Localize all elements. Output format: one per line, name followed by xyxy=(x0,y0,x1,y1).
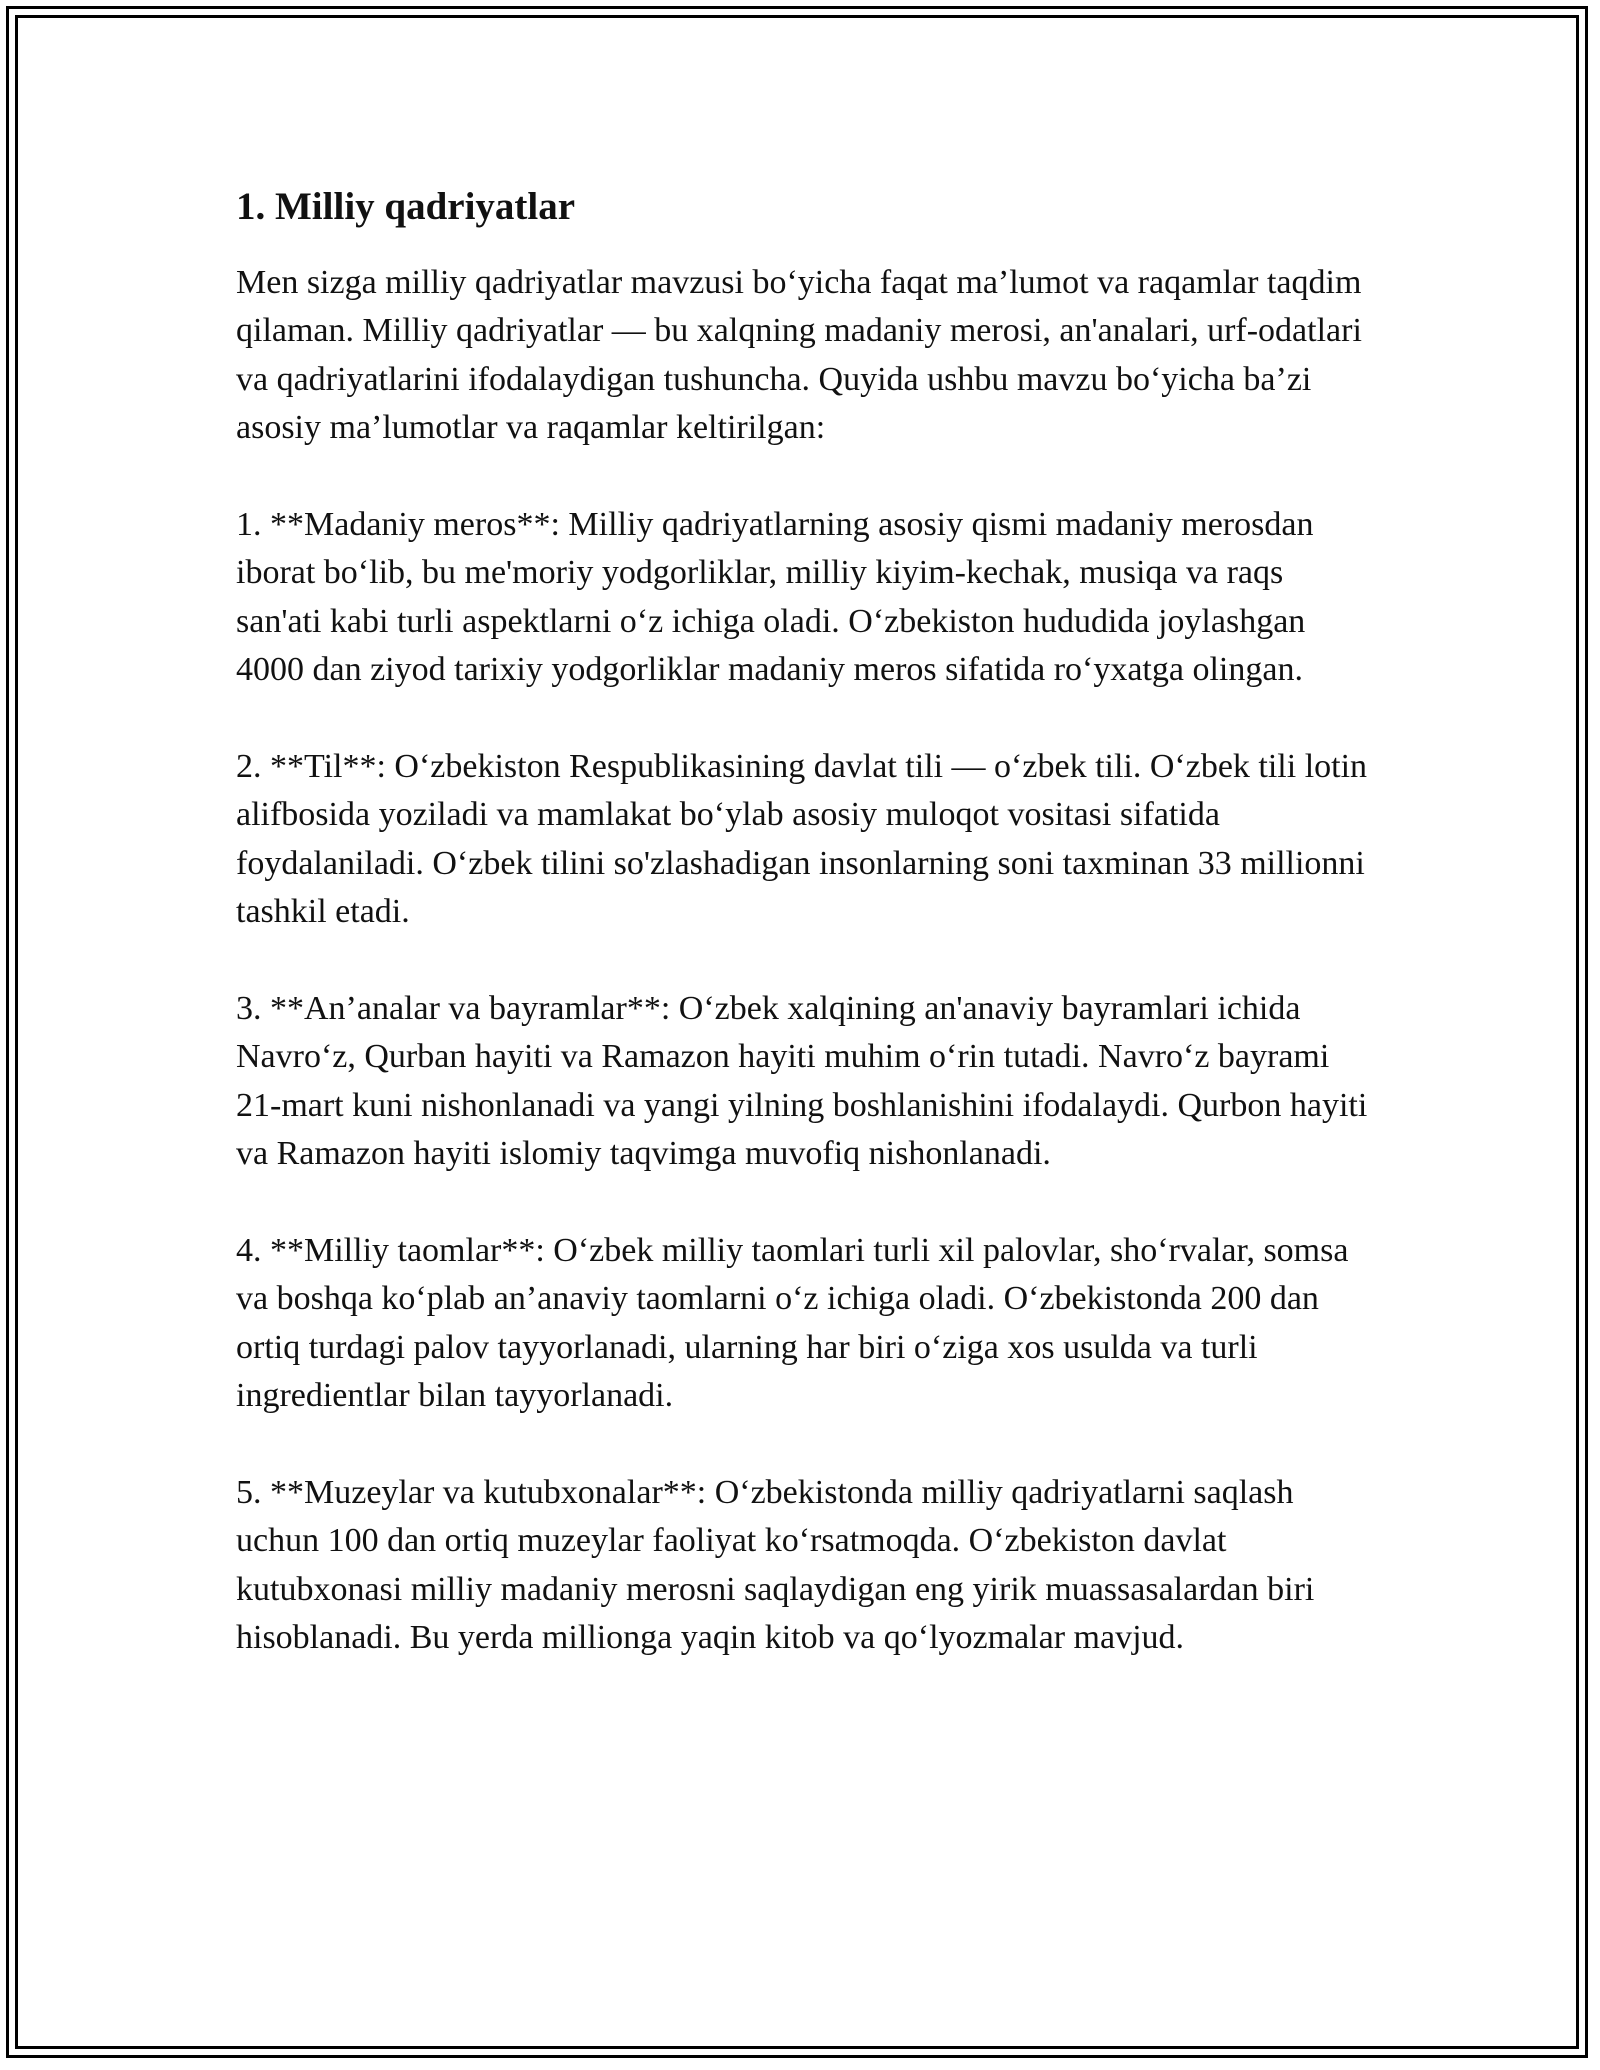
intro-paragraph: Men sizga milliy qadriyatlar mavzusi bo‘yicha faqat ma’lumot va raqamlar taqdim qilaman. Milliy qadriyatlar — bu xalqning madaniy merosi, an'analari, urf-odatlari va qadriyatlarini ifodalaydigan tushuncha. Quyida ushbu mavzu bo‘yicha ba’zi asosiy ma’lumotlar va raqamlar keltirilgan: xyxy=(236,263,1362,447)
paragraph-madaniy-meros: 1. **Madaniy meros**: Milliy qadriyatlarning asosiy qismi madaniy merosdan iborat bo‘lib, bu me'moriy yodgorliklar, milliy kiyim-kechak, musiqa va raqs san'ati kabi turli aspektlarni o‘z ichiga oladi. O‘zbekiston hududida joylashgan 4000 dan ziyod tarixiy yodgorliklar madaniy meros sifatida ro‘yxatga olingan. xyxy=(236,505,1314,689)
paragraph-til: 2. **Til**: O‘zbekiston Respublikasining davlat tili — o‘zbek tili. O‘zbek tili lotin alifbosida yoziladi va mamlakat bo‘ylab asosiy muloqot vositasi sifatida foydalaniladi. O‘zbek tilini so'zlashadigan insonlarning soni taxminan 33 millionni tashkil etadi. xyxy=(236,747,1368,931)
paragraph-ananalar-bayramlar: 3. **An’analar va bayramlar**: O‘zbek xalqining an'anaviy bayramlari ichida Navro‘z, Qurban hayiti va Ramazon hayiti muhim o‘rin tutadi. Navro‘z bayrami 21-mart kuni nishonlanadi va yangi yilning boshlanishini ifodalaydi. Qurbon hayiti va Ramazon hayiti islomiy taqvimga muvofiq nishonlanadi. xyxy=(236,989,1368,1173)
document-body xyxy=(236,180,1376,1711)
document-title: 1. Milliy qadriyatlar xyxy=(236,185,576,228)
paragraph-milliy-taomlar: 4. **Milliy taomlar**: O‘zbek milliy taomlari turli xil palovlar, sho‘rvalar, somsa va boshqa ko‘plab an’anaviy taomlarni o‘z ichiga oladi. O‘zbekistonda 200 dan ortiq turdagi palov tayyorlanadi, ularning har biri o‘ziga xos usulda va turli ingredientlar bilan tayyorlanadi. xyxy=(236,1231,1349,1415)
paragraph-muzeylar-kutubxonalar: 5. **Muzeylar va kutubxonalar**: O‘zbekistonda milliy qadriyatlarni saqlash uchun 100 dan ortiq muzeylar faoliyat ko‘rsatmoqda. O‘zbekiston davlat kutubxonasi milliy madaniy merosni saqlaydigan eng yirik muassasalardan biri hisoblanadi. Bu yerda millionga yaqin kitob va qo‘lyozmalar mavjud. xyxy=(236,1473,1315,1657)
